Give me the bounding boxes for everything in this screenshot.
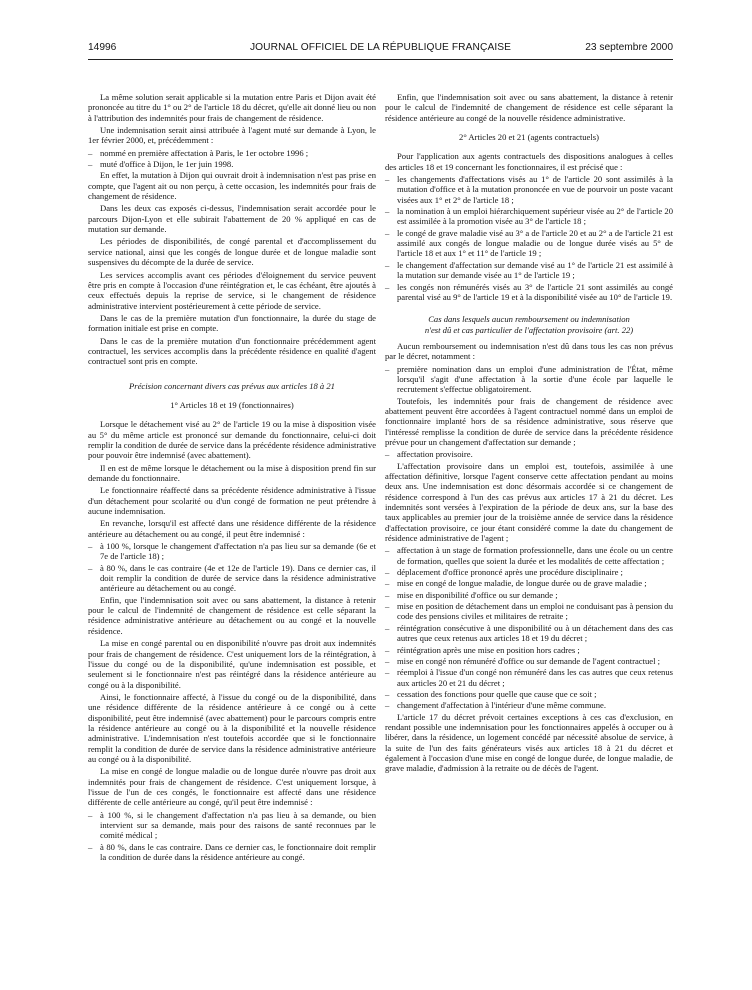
list-item xyxy=(385,578,673,588)
paragraph: Dans les deux cas exposés ci-dessus, l'indemnisation serait accordée pour le parcours Dijon-Lyon et elle subirait l'abattement de 20 % appliqué en cas de mutation sur demande. xyxy=(88,203,376,235)
dash-bullet: – xyxy=(385,589,390,600)
paragraph: Enfin, que l'indemnisation soit avec ou sans abattement, la distance à retenir pour le calcul de l'indemnité de changement de résidence est celle séparant la résidence administrative antérieure au détachement ou au congé et la nouvelle résidence. xyxy=(88,594,376,636)
list-item xyxy=(385,700,673,710)
list-item-text: le congé de grave maladie visé au 3° a de l'article 20 et au 2° a de l'article 21 est assimilé aux congés de longue maladie ou de longue durée visés au 5° de l'article 18 et aux 1° et 11° de l'article 19 ; xyxy=(397,227,673,259)
dash-bullet: – xyxy=(385,449,390,460)
dash-bullet: – xyxy=(385,578,390,589)
subsection-heading: 2° Articles 20 et 21 (agents contractuels) xyxy=(459,132,599,143)
section-heading xyxy=(385,314,673,335)
paragraph: La mise en congé parental ou en disponibilité n'ouvre pas droit aux indemnités pour frais de changement de résidence. C'est uniquement lors de la réintégration, à l'issue du congé ou de la disponibilité, qu'une indemnisation est possible, et seulement si le fonctionnaire n'est pas réintégré dans la résidence antérieure au congé ou à la disponibilité. xyxy=(88,638,376,690)
dash-bullet: – xyxy=(385,700,390,711)
paragraph: En effet, la mutation à Dijon qui ouvrait droit à indemnisation n'est pas prise en compte, que l'agent ait ou non perçu, à cette occasion, les indemnités pour frais de changement de résidence. xyxy=(88,170,376,202)
paragraph: Aucun remboursement ou indemnisation n'est dû dans tous les cas non prévus par le décret, notamment : xyxy=(385,340,673,362)
list-item xyxy=(385,645,673,655)
list-item xyxy=(385,174,673,205)
dash-bullet: – xyxy=(385,206,390,217)
page-header xyxy=(88,41,673,55)
list-item-text: à 100 %, si le changement d'affectation n'a pas lieu à sa demande, ou bien intervient sur sa demande, mais pour des raisons de santé reconnues par le comité médical ; xyxy=(100,809,376,841)
dash-bullet: – xyxy=(385,688,390,699)
section-heading-line: n'est dû et cas particulier de l'affectation provisoire (art. 22) xyxy=(424,324,634,335)
dash-bullet: – xyxy=(385,363,390,374)
paragraph: L'article 17 du décret prévoit certaines exceptions à ces cas d'exclusion, en rendant possible une indemnisation pour les fonctionnaires appelés à occuper ou à libérer, dans la résidence, un logement concédé par nécessité absolue de service, à la suite de l'un des faits générateurs visés aux articles 18 à 21 du décret et également à l'occasion d'une mise en congé de longue durée, de longue maladie, de grave maladie, d'admission à la retraite ou de décès de l'agent. xyxy=(385,711,673,774)
paragraph: Les périodes de disponibilités, de congé parental et d'accomplissement du service national, ainsi que les congés de longue durée et de longue maladie sont suspensives du décompte de la durée de service. xyxy=(88,236,376,268)
list-item-text: le changement d'affectation sur demande visé au 1° de l'article 21 est assimilé à la mutation sur demande visée au 1° de l'article 19 ; xyxy=(397,259,673,281)
right-column xyxy=(385,92,673,776)
dash-bullet: – xyxy=(385,227,390,238)
dash-bullet: – xyxy=(385,281,390,292)
list-item xyxy=(385,601,673,622)
paragraph: Le fonctionnaire réaffecté dans sa précédente résidence administrative à l'issue d'un détachement pour scolarité ou d'un congé de formation ne peut prétendre à aucune indemnisation. xyxy=(88,485,376,517)
list-item-text: à 100 %, lorsque le changement d'affectation n'a pas lieu sur sa demande (6e et 7e de l'article 18) ; xyxy=(100,541,376,562)
list-item xyxy=(88,563,376,594)
paragraph: En revanche, lorsqu'il est affecté dans une résidence différente de la résidence antérieure au détachement ou au congé, il peut être indemnisé : xyxy=(88,518,376,539)
paragraph: Il en est de même lorsque le détachement ou la mise à disposition prend fin sur demande du fonctionnaire. xyxy=(88,462,376,483)
dash-bullet: – xyxy=(385,644,390,655)
dash-bullet: – xyxy=(385,567,390,578)
paragraph: Pour l'application aux agents contractuels des dispositions analogues à celles des articles 18 et 19 concernant les fonctionnaires, il est précisé que : xyxy=(385,151,673,172)
list-item-text: affectation à un stage de formation professionnelle, dans une école ou un centre de formation, quelles que soient la durée et les modalités de cette affectation ; xyxy=(397,545,673,566)
list-item xyxy=(385,656,673,666)
header-rule xyxy=(88,59,673,60)
list-item-text: affectation provisoire. xyxy=(397,449,473,460)
dash-bullet: – xyxy=(385,667,390,678)
list-item-text: cessation des fonctions pour quelle que cause que ce soit ; xyxy=(397,688,597,699)
paragraph: L'affectation provisoire dans un emploi est, toutefois, assimilée à une affectation définitive, lorsque l'agent conserve cette affectation pendant au moins deux ans. Une indemnisation est donc désormais accordée si ce changement de résidence correspond à l'un des cas prévus aux articles 17 à 21 du décret. Les indemnités sont versées à l'expiration de la période de deux ans, sur la base des taux applicables au premier jour de la troisième année de service dans la résidence d'affectation provisoire, ce jour étant considéré comme la date du changement de résidence administrative de l'agent ; xyxy=(385,460,673,544)
list-item xyxy=(385,567,673,577)
list-item-text: mise en disponibilité d'office ou sur demande ; xyxy=(397,589,558,600)
dash-bullet: – xyxy=(385,601,390,612)
dash-bullet: – xyxy=(88,809,93,820)
list-item xyxy=(88,842,376,863)
dash-bullet: – xyxy=(385,174,390,185)
list-item xyxy=(385,364,673,395)
dash-bullet: – xyxy=(88,841,93,852)
list-item-text: réintégration après une mise en position hors cadres ; xyxy=(397,644,580,655)
paragraph: Toutefois, les indemnités pour frais de changement de résidence avec abattement peuvent être accordées à l'agent contractuel nommé dans un emploi de fonctionnaire implanté hors de sa résidence administrative, sous réserve que l'intéressé remplisse la condition de durée de service dans la précédente résidence prévue pour un changement d'affectation sur demande ; xyxy=(385,395,673,447)
paragraph: Ainsi, le fonctionnaire affecté, à l'issue du congé ou de la disponibilité, dans une résidence différente de la résidence antérieure à ce congé ou à cette disponibilité, peut être indemnisé (avec abattement) pour le parcours compris entre la résidence antérieure au congé ou à la disponibilité et la nouvelle résidence administrative. L'indemnisation n'est toutefois accordée que si le fonctionnaire remplit la condition de durée de service dans la résidence administrative antérieure au congé ou à la disponibilité. xyxy=(88,691,376,764)
list-item xyxy=(385,590,673,600)
dash-bullet: – xyxy=(88,562,93,573)
list-item xyxy=(385,689,673,699)
paragraph: La même solution serait applicable si la mutation entre Paris et Dijon avait été prononcée au titre du 1° ou 2° de l'article 18 du décret, qu'elle ait donné lieu ou non à l'attribution des indemnités pour frais de changement de résidence. xyxy=(88,92,376,123)
list-item xyxy=(385,260,673,281)
dash-bullet: – xyxy=(88,159,93,170)
list-item xyxy=(385,449,673,459)
dash-bullet: – xyxy=(385,545,390,556)
list-item-text: mise en congé de longue maladie, de longue durée ou de grave maladie ; xyxy=(397,578,647,589)
list-item-text: mise en position de détachement dans un emploi ne conduisant pas à pension du code des pensions civiles et militaires de retraite ; xyxy=(397,601,673,622)
dash-bullet: – xyxy=(385,655,390,666)
list-item-text: changement d'affectation à l'intérieur d'une même commune. xyxy=(397,700,606,711)
subsection-heading: 1° Articles 18 et 19 (fonctionnaires) xyxy=(170,399,294,410)
list-item-text: les congés non rémunérés visés au 3° de l'article 21 sont assimilés au congé parental visé au 9° de l'article 19 et à la disponibilité visée au 10° de l'article 19. xyxy=(397,281,673,302)
list-item xyxy=(385,206,673,227)
list-item xyxy=(385,545,673,566)
paragraph: Enfin, que l'indemnisation soit avec ou sans abattement, la distance à retenir pour le calcul de l'indemnité de changement de résidence est celle séparant la résidence antérieure au congé de la nouvelle résidence administrative. xyxy=(385,92,673,123)
section-heading: Précision concernant divers cas prévus aux articles 18 à 21 xyxy=(129,380,335,391)
list-item xyxy=(88,541,376,562)
dash-bullet: – xyxy=(88,541,93,552)
list-item xyxy=(385,282,673,303)
list-item-text: à 80 %, dans le cas contraire. Dans ce dernier cas, le fonctionnaire doit remplir la condition de durée dans la résidence antérieure au congé. xyxy=(100,841,376,863)
list-item xyxy=(88,159,376,169)
list-item xyxy=(88,810,376,841)
left-column xyxy=(88,92,376,863)
list-item-text: les changements d'affectations visés au 1° de l'article 20 sont assimilés à la mutation d'office et à la mutation prononcée en vue de pourvoir un poste vacant visées aux 1° et 2° de l'article 18 ; xyxy=(397,174,673,205)
list-item-text: mise en congé non rémunéré d'office ou sur demande de l'agent contractuel ; xyxy=(397,655,661,666)
list-item xyxy=(385,228,673,259)
paragraph: Une indemnisation serait ainsi attribuée à l'agent muté sur demande à Lyon, le 1er février 2000, et, précédemment : xyxy=(88,125,376,146)
list-item-text: muté d'office à Dijon, le 1er juin 1998. xyxy=(100,159,234,170)
list-item-text: à 80 %, dans le cas contraire (4e et 12e de l'article 19). Dans ce dernier cas, il doit remplir la condition de durée de service dans la résidence administrative antérieure au détachement ou au congé. xyxy=(100,562,376,594)
list-item-text: réintégration consécutive à une disponibilité ou à un détachement dans des cas autres que ceux retenus aux articles 18 et 19 du décret ; xyxy=(397,622,673,644)
list-item-text: déplacement d'office prononcé après une procédure disciplinaire ; xyxy=(397,567,623,578)
list-item xyxy=(385,623,673,644)
list-item-text: réemploi à l'issue d'un congé non rémunéré dans les cas autres que ceux retenus aux articles 20 et 21 du décret ; xyxy=(397,667,673,688)
paragraph: Lorsque le détachement visé au 2° de l'article 19 ou la mise à disposition visée au 5° du même article est prononcé sur demande du fonctionnaire, celui-ci doit remplir la condition de durée de service dans la précédente résidence administrative pour pouvoir être indemnisé (avec abattement). xyxy=(88,419,377,461)
journal-title: JOURNAL OFFICIEL DE LA RÉPUBLIQUE FRANÇAISE xyxy=(249,42,512,53)
publication-date: 23 septembre 2000 xyxy=(585,42,673,53)
paragraph: La mise en congé de longue maladie ou de longue durée n'ouvre pas droit aux indemnités pour frais de changement de résidence. C'est uniquement lorsque, à l'issue de l'un de ces congés, le fonctionnaire est affecté dans une résidence différente de celle antérieure au congé, qu'il peut être indemnisé : xyxy=(88,766,376,808)
dash-bullet: – xyxy=(385,259,390,270)
paragraph: Dans le cas de la première mutation d'un fonctionnaire, la durée du stage de formation initiale est prise en compte. xyxy=(88,312,376,334)
list-item xyxy=(88,148,376,158)
dash-bullet: – xyxy=(385,622,390,633)
list-item-text: la nomination à un emploi hiérarchiquement supérieur visée au 2° de l'article 20 est assimilée à la promotion visée au 3° de l'article 18 ; xyxy=(397,206,673,227)
page-number: 14996 xyxy=(88,42,117,53)
paragraph: Dans le cas de la première mutation d'un fonctionnaire précédemment agent contractuel, les services accomplis dans la précédente résidence en qualité d'agent contractuel sont pris en compte. xyxy=(88,335,376,367)
list-item-text: nommé en première affectation à Paris, le 1er octobre 1996 ; xyxy=(100,147,309,158)
section-heading-line: Cas dans lesquels aucun remboursement ou indemnisation xyxy=(428,314,630,325)
list-item xyxy=(385,667,673,688)
list-item-text: première nomination dans un emploi d'une administration de l'État, même lorsqu'il s'agit d'une affectation à la sortie d'une école par laquelle le recrutement s'effectue obligatoirement. xyxy=(397,363,673,395)
paragraph: Les services accomplis avant ces périodes d'éloignement du service peuvent être pris en compte à l'occasion d'une réintégration et, le cas échéant, être ajoutés à ceux effectués depuis la reprise de service, si le changement de résidence administrative intervient postérieurement à cette période de service. xyxy=(88,269,376,311)
dash-bullet: – xyxy=(88,147,93,158)
